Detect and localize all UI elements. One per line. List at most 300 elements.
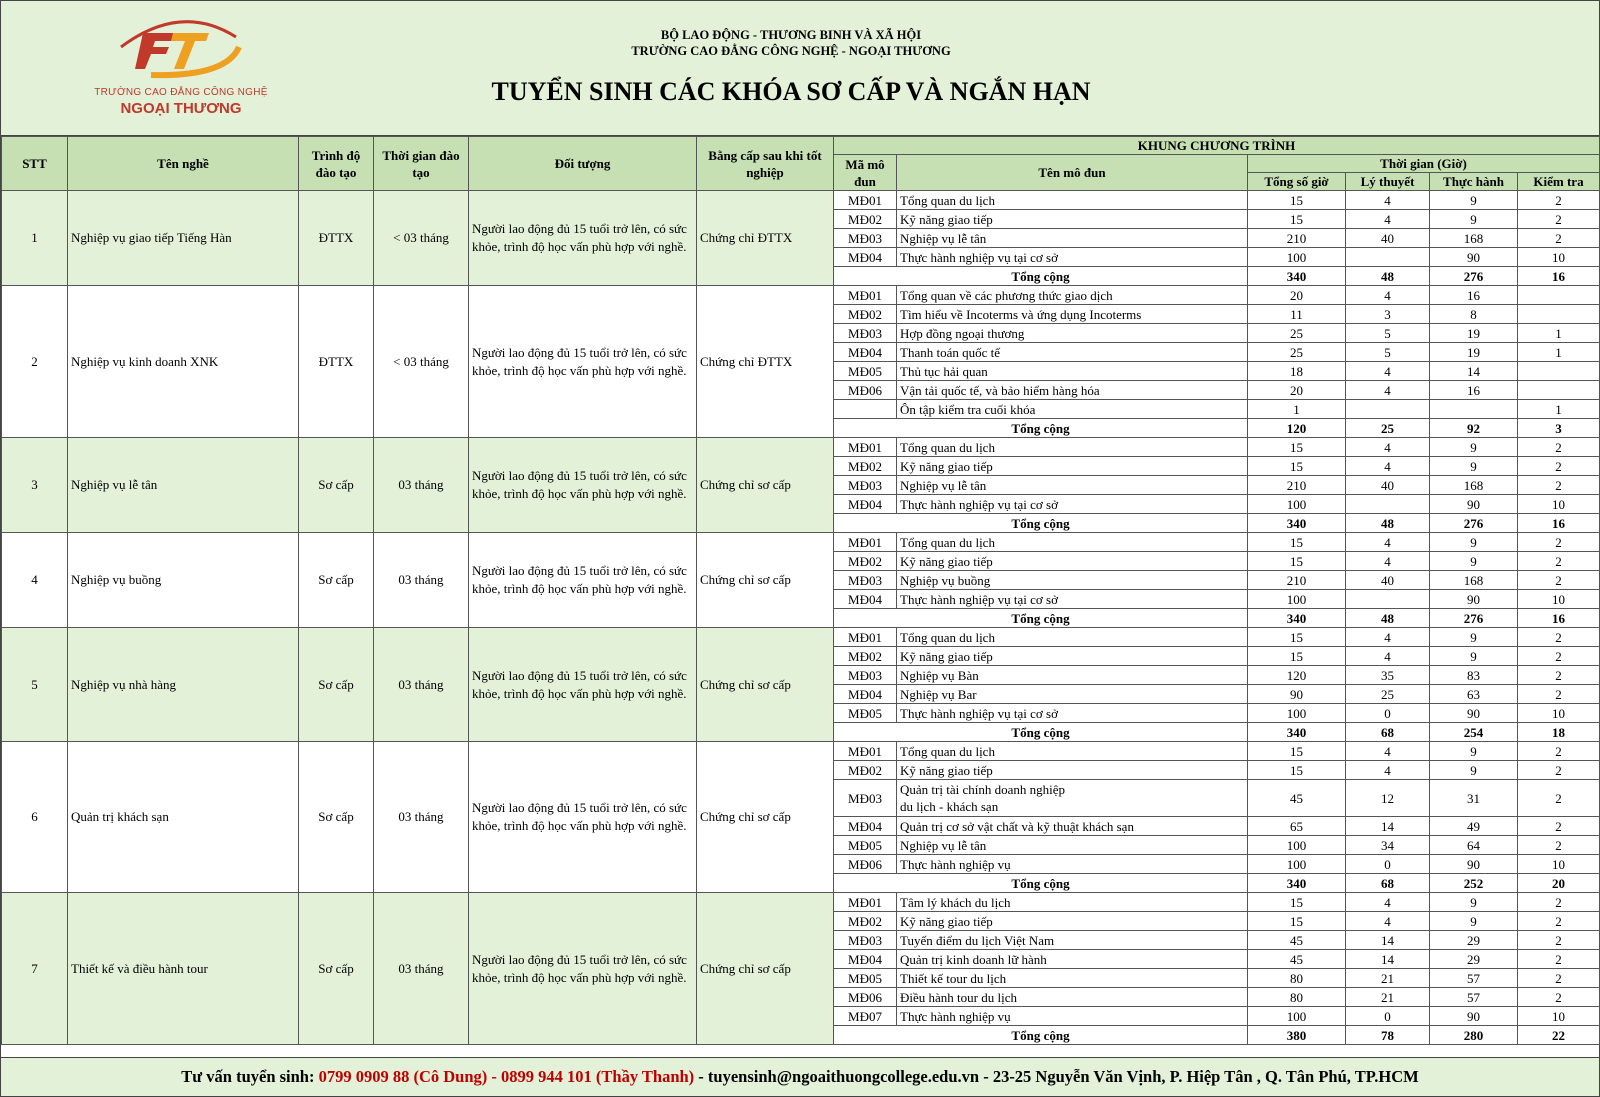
module-theory-hours: 14 bbox=[1346, 817, 1430, 836]
module-name-line: Nghiệp vụ Bar bbox=[900, 686, 977, 702]
col-thoi-gian-gio: Thời gian (Giờ) bbox=[1248, 155, 1600, 173]
course-certificate: Chứng chỉ ĐTTX bbox=[697, 191, 834, 286]
module-total-hours: 45 bbox=[1248, 780, 1346, 817]
module-code: MĐ06 bbox=[834, 381, 897, 400]
module-name bbox=[897, 836, 1248, 855]
module-practice-hours: 9 bbox=[1430, 533, 1518, 552]
module-practice-hours: 9 bbox=[1430, 438, 1518, 457]
module-name bbox=[897, 988, 1248, 1007]
module-name-line: Thực hành nghiệp vụ tại cơ sở bbox=[900, 496, 1058, 512]
module-theory-hours: 4 bbox=[1346, 552, 1430, 571]
module-practice-hours: 168 bbox=[1430, 476, 1518, 495]
module-test-hours: 2 bbox=[1518, 476, 1600, 495]
module-name-line: Quản trị kinh doanh lữ hành bbox=[900, 951, 1047, 967]
module-total-hours: 100 bbox=[1248, 855, 1346, 874]
module-total-hours: 100 bbox=[1248, 836, 1346, 855]
total-test-hours: 16 bbox=[1518, 514, 1600, 533]
module-test-hours: 2 bbox=[1518, 931, 1600, 950]
module-practice-hours: 9 bbox=[1430, 457, 1518, 476]
module-name-line: Tâm lý khách du lịch bbox=[900, 894, 1011, 910]
module-name bbox=[897, 666, 1248, 685]
module-name bbox=[897, 571, 1248, 590]
module-test-hours: 2 bbox=[1518, 457, 1600, 476]
module-code: MĐ04 bbox=[834, 248, 897, 267]
school-logo bbox=[81, 7, 281, 119]
module-practice-hours: 90 bbox=[1430, 855, 1518, 874]
total-practice-hours: 276 bbox=[1430, 267, 1518, 286]
module-total-hours: 100 bbox=[1248, 495, 1346, 514]
module-total-hours: 80 bbox=[1248, 988, 1346, 1007]
module-test-hours bbox=[1518, 381, 1600, 400]
module-row bbox=[2, 533, 1600, 552]
module-row bbox=[2, 191, 1600, 210]
module-test-hours: 1 bbox=[1518, 400, 1600, 419]
module-name-line: Kỹ năng giao tiếp bbox=[900, 553, 993, 569]
module-name bbox=[897, 590, 1248, 609]
course-stt: 1 bbox=[2, 191, 68, 286]
module-theory-hours: 4 bbox=[1346, 438, 1430, 457]
module-row bbox=[2, 438, 1600, 457]
module-name-line: Nghiệp vụ lễ tân bbox=[900, 230, 987, 246]
module-name-line: Thực hành nghiệp vụ bbox=[900, 1008, 1011, 1024]
module-test-hours: 2 bbox=[1518, 191, 1600, 210]
module-practice-hours: 90 bbox=[1430, 495, 1518, 514]
col-stt: STT bbox=[2, 137, 68, 191]
module-name bbox=[897, 305, 1248, 324]
module-code: MĐ04 bbox=[834, 950, 897, 969]
module-practice-hours: 83 bbox=[1430, 666, 1518, 685]
course-name: Thiết kế và điều hành tour bbox=[68, 893, 299, 1045]
module-practice-hours: 9 bbox=[1430, 210, 1518, 229]
module-name-line: Tổng quan du lịch bbox=[900, 192, 995, 208]
col-tong-so-gio: Tổng số giờ bbox=[1248, 173, 1346, 191]
course-level: Sơ cấp bbox=[299, 628, 374, 742]
total-theory-hours: 68 bbox=[1346, 723, 1430, 742]
footer-prefix: Tư vấn tuyển sinh: bbox=[181, 1067, 319, 1086]
course-name: Nghiệp vụ buồng bbox=[68, 533, 299, 628]
total-label: Tổng cộng bbox=[834, 874, 1248, 893]
total-theory-hours: 48 bbox=[1346, 514, 1430, 533]
module-code: MĐ01 bbox=[834, 533, 897, 552]
module-code: MĐ05 bbox=[834, 969, 897, 988]
course-level: ĐTTX bbox=[299, 191, 374, 286]
module-practice-hours: 8 bbox=[1430, 305, 1518, 324]
module-name bbox=[897, 704, 1248, 723]
col-ten-nghe: Tên nghề bbox=[68, 137, 299, 191]
module-test-hours: 10 bbox=[1518, 1007, 1600, 1026]
module-practice-hours: 16 bbox=[1430, 381, 1518, 400]
course-level: Sơ cấp bbox=[299, 533, 374, 628]
module-test-hours: 2 bbox=[1518, 552, 1600, 571]
course-certificate: Chứng chỉ sơ cấp bbox=[697, 893, 834, 1045]
course-stt: 7 bbox=[2, 893, 68, 1045]
course-certificate: Chứng chỉ sơ cấp bbox=[697, 533, 834, 628]
module-total-hours: 80 bbox=[1248, 969, 1346, 988]
module-theory-hours: 0 bbox=[1346, 704, 1430, 723]
col-ma-mo-dun: Mã mô đun bbox=[834, 155, 897, 191]
col-doi-tuong: Đối tượng bbox=[469, 137, 697, 191]
module-theory-hours: 21 bbox=[1346, 969, 1430, 988]
module-theory-hours: 4 bbox=[1346, 628, 1430, 647]
logo-school-type: TRƯỜNG CAO ĐẲNG CÔNG NGHỆ bbox=[94, 87, 268, 98]
module-theory-hours: 4 bbox=[1346, 761, 1430, 780]
module-test-hours: 10 bbox=[1518, 855, 1600, 874]
course-duration: 03 tháng bbox=[374, 533, 469, 628]
module-name bbox=[897, 476, 1248, 495]
module-code: MĐ05 bbox=[834, 704, 897, 723]
module-code: MĐ05 bbox=[834, 836, 897, 855]
course-stt: 2 bbox=[2, 286, 68, 438]
module-theory-hours: 3 bbox=[1346, 305, 1430, 324]
module-name bbox=[897, 950, 1248, 969]
total-hours: 340 bbox=[1248, 514, 1346, 533]
module-row bbox=[2, 628, 1600, 647]
module-practice-hours: 49 bbox=[1430, 817, 1518, 836]
module-name bbox=[897, 438, 1248, 457]
module-theory-hours: 4 bbox=[1346, 742, 1430, 761]
course-level: ĐTTX bbox=[299, 286, 374, 438]
module-total-hours: 100 bbox=[1248, 248, 1346, 267]
module-test-hours: 2 bbox=[1518, 628, 1600, 647]
module-theory-hours: 4 bbox=[1346, 286, 1430, 305]
module-practice-hours: 57 bbox=[1430, 988, 1518, 1007]
module-name-line: Điều hành tour du lịch bbox=[900, 989, 1017, 1005]
module-name-line: Tổng quan du lịch bbox=[900, 534, 995, 550]
module-name bbox=[897, 552, 1248, 571]
course-duration: 03 tháng bbox=[374, 438, 469, 533]
module-test-hours: 2 bbox=[1518, 647, 1600, 666]
logo-school-name: NGOẠI THƯƠNG bbox=[120, 100, 242, 117]
module-code: MĐ06 bbox=[834, 988, 897, 1007]
total-hours: 340 bbox=[1248, 874, 1346, 893]
module-test-hours: 2 bbox=[1518, 893, 1600, 912]
module-name-line: Kỹ năng giao tiếp bbox=[900, 648, 993, 664]
module-name-line: Thực hành nghiệp vụ bbox=[900, 856, 1011, 872]
module-name-line: Nghiệp vụ lễ tân bbox=[900, 837, 987, 853]
module-total-hours: 15 bbox=[1248, 761, 1346, 780]
module-practice-hours: 9 bbox=[1430, 647, 1518, 666]
col-kiem-tra: Kiểm tra bbox=[1518, 173, 1600, 191]
total-theory-hours: 78 bbox=[1346, 1026, 1430, 1045]
col-thoi-gian: Thời gian đào tạo bbox=[374, 137, 469, 191]
course-target: Người lao động đủ 15 tuổi trở lên, có sức khỏe, trình độ học vấn phù hợp với nghề. bbox=[469, 286, 697, 438]
module-code: MĐ02 bbox=[834, 457, 897, 476]
footer-contact bbox=[1, 1057, 1599, 1096]
module-total-hours: 25 bbox=[1248, 343, 1346, 362]
total-theory-hours: 68 bbox=[1346, 874, 1430, 893]
module-name-line: Quản trị tài chính doanh nghiệp bbox=[900, 782, 1065, 797]
module-total-hours: 20 bbox=[1248, 286, 1346, 305]
total-practice-hours: 252 bbox=[1430, 874, 1518, 893]
module-practice-hours: 19 bbox=[1430, 324, 1518, 343]
course-stt: 5 bbox=[2, 628, 68, 742]
total-test-hours: 16 bbox=[1518, 267, 1600, 286]
course-target: Người lao động đủ 15 tuổi trở lên, có sức khỏe, trình độ học vấn phù hợp với nghề. bbox=[469, 893, 697, 1045]
module-practice-hours: 16 bbox=[1430, 286, 1518, 305]
course-stt: 6 bbox=[2, 742, 68, 893]
course-target: Người lao động đủ 15 tuổi trở lên, có sức khỏe, trình độ học vấn phù hợp với nghề. bbox=[469, 628, 697, 742]
module-code: MĐ03 bbox=[834, 571, 897, 590]
module-theory-hours: 40 bbox=[1346, 476, 1430, 495]
module-total-hours: 15 bbox=[1248, 647, 1346, 666]
course-target: Người lao động đủ 15 tuổi trở lên, có sức khỏe, trình độ học vấn phù hợp với nghề. bbox=[469, 533, 697, 628]
module-practice-hours: 168 bbox=[1430, 571, 1518, 590]
module-code bbox=[834, 400, 897, 419]
module-code: MĐ02 bbox=[834, 912, 897, 931]
module-theory-hours: 40 bbox=[1346, 571, 1430, 590]
module-total-hours: 15 bbox=[1248, 438, 1346, 457]
module-total-hours: 100 bbox=[1248, 1007, 1346, 1026]
total-hours: 340 bbox=[1248, 723, 1346, 742]
module-name bbox=[897, 343, 1248, 362]
course-certificate: Chứng chỉ ĐTTX bbox=[697, 286, 834, 438]
col-trinh-do: Trình độ đào tạo bbox=[299, 137, 374, 191]
module-practice-hours: 9 bbox=[1430, 628, 1518, 647]
module-total-hours: 100 bbox=[1248, 590, 1346, 609]
module-name bbox=[897, 931, 1248, 950]
module-row bbox=[2, 742, 1600, 761]
total-label: Tổng cộng bbox=[834, 1026, 1248, 1045]
module-code: MĐ02 bbox=[834, 761, 897, 780]
module-theory-hours: 4 bbox=[1346, 210, 1430, 229]
course-duration: 03 tháng bbox=[374, 742, 469, 893]
module-name-line: Vận tải quốc tế, và bảo hiểm hàng hóa bbox=[900, 382, 1100, 398]
module-name-line: Nghiệp vụ lễ tân bbox=[900, 477, 987, 493]
module-test-hours: 2 bbox=[1518, 685, 1600, 704]
module-code: MĐ03 bbox=[834, 476, 897, 495]
total-hours: 340 bbox=[1248, 267, 1346, 286]
module-practice-hours: 64 bbox=[1430, 836, 1518, 855]
module-code: MĐ01 bbox=[834, 286, 897, 305]
col-bang-cap: Bằng cấp sau khi tốt nghiệp bbox=[697, 137, 834, 191]
module-name bbox=[897, 742, 1248, 761]
module-name-line: Thiết kế tour du lịch bbox=[900, 970, 1007, 986]
module-name bbox=[897, 457, 1248, 476]
module-name-line: Thanh toán quốc tế bbox=[900, 344, 1000, 360]
module-name bbox=[897, 495, 1248, 514]
module-name bbox=[897, 761, 1248, 780]
module-code: MĐ01 bbox=[834, 893, 897, 912]
module-test-hours bbox=[1518, 286, 1600, 305]
module-total-hours: 210 bbox=[1248, 571, 1346, 590]
total-test-hours: 3 bbox=[1518, 419, 1600, 438]
module-code: MĐ04 bbox=[834, 685, 897, 704]
module-theory-hours: 12 bbox=[1346, 780, 1430, 817]
module-test-hours: 2 bbox=[1518, 742, 1600, 761]
module-name-line: Tìm hiểu về Incoterms và ứng dụng Incoterms bbox=[900, 306, 1142, 322]
module-name bbox=[897, 400, 1248, 419]
module-row bbox=[2, 893, 1600, 912]
module-theory-hours: 0 bbox=[1346, 1007, 1430, 1026]
total-label: Tổng cộng bbox=[834, 609, 1248, 628]
module-code: MĐ04 bbox=[834, 590, 897, 609]
table-body bbox=[2, 191, 1600, 1045]
module-theory-hours: 25 bbox=[1346, 685, 1430, 704]
module-theory-hours: 34 bbox=[1346, 836, 1430, 855]
module-name-line: Thực hành nghiệp vụ tại cơ sở bbox=[900, 249, 1058, 265]
module-name bbox=[897, 248, 1248, 267]
module-total-hours: 20 bbox=[1248, 381, 1346, 400]
module-name-line: Kỹ năng giao tiếp bbox=[900, 913, 993, 929]
course-duration: < 03 tháng bbox=[374, 286, 469, 438]
school-name: TRƯỜNG CAO ĐẲNG CÔNG NGHỆ - NGOẠI THƯƠNG bbox=[631, 44, 951, 58]
module-name-line: Tổng quan du lịch bbox=[900, 439, 995, 455]
module-name-line: Tổng quan du lịch bbox=[900, 629, 995, 645]
total-theory-hours: 25 bbox=[1346, 419, 1430, 438]
module-theory-hours: 4 bbox=[1346, 457, 1430, 476]
total-test-hours: 18 bbox=[1518, 723, 1600, 742]
module-name-line: Quản trị cơ sở vật chất và kỹ thuật khách sạn bbox=[900, 818, 1134, 834]
module-name bbox=[897, 647, 1248, 666]
module-code: MĐ03 bbox=[834, 666, 897, 685]
module-total-hours: 15 bbox=[1248, 893, 1346, 912]
module-total-hours: 15 bbox=[1248, 628, 1346, 647]
module-name-line: Thực hành nghiệp vụ tại cơ sở bbox=[900, 705, 1058, 721]
module-total-hours: 120 bbox=[1248, 666, 1346, 685]
module-total-hours: 15 bbox=[1248, 457, 1346, 476]
module-name-line: Nghiệp vụ Bàn bbox=[900, 667, 979, 683]
module-practice-hours: 9 bbox=[1430, 552, 1518, 571]
module-test-hours: 2 bbox=[1518, 969, 1600, 988]
module-total-hours: 45 bbox=[1248, 950, 1346, 969]
module-name bbox=[897, 191, 1248, 210]
module-name bbox=[897, 817, 1248, 836]
module-test-hours: 2 bbox=[1518, 988, 1600, 1007]
total-practice-hours: 276 bbox=[1430, 514, 1518, 533]
module-practice-hours: 90 bbox=[1430, 248, 1518, 267]
course-duration: 03 tháng bbox=[374, 628, 469, 742]
module-code: MĐ02 bbox=[834, 552, 897, 571]
total-theory-hours: 48 bbox=[1346, 267, 1430, 286]
module-name bbox=[897, 324, 1248, 343]
module-total-hours: 65 bbox=[1248, 817, 1346, 836]
module-code: MĐ04 bbox=[834, 343, 897, 362]
module-practice-hours: 9 bbox=[1430, 912, 1518, 931]
module-practice-hours: 90 bbox=[1430, 704, 1518, 723]
module-total-hours: 210 bbox=[1248, 229, 1346, 248]
module-practice-hours: 19 bbox=[1430, 343, 1518, 362]
module-name-line: Tổng quan du lịch bbox=[900, 743, 995, 759]
module-code: MĐ01 bbox=[834, 438, 897, 457]
col-thuc-hanh: Thực hành bbox=[1430, 173, 1518, 191]
module-test-hours: 10 bbox=[1518, 248, 1600, 267]
module-name bbox=[897, 362, 1248, 381]
module-theory-hours: 21 bbox=[1346, 988, 1430, 1007]
module-name bbox=[897, 210, 1248, 229]
module-code: MĐ02 bbox=[834, 647, 897, 666]
module-name bbox=[897, 855, 1248, 874]
module-theory-hours bbox=[1346, 248, 1430, 267]
module-test-hours: 2 bbox=[1518, 761, 1600, 780]
module-test-hours: 2 bbox=[1518, 229, 1600, 248]
total-test-hours: 16 bbox=[1518, 609, 1600, 628]
module-code: MĐ05 bbox=[834, 362, 897, 381]
module-name bbox=[897, 533, 1248, 552]
course-duration: < 03 tháng bbox=[374, 191, 469, 286]
course-certificate: Chứng chỉ sơ cấp bbox=[697, 628, 834, 742]
module-total-hours: 1 bbox=[1248, 400, 1346, 419]
module-practice-hours: 9 bbox=[1430, 893, 1518, 912]
module-test-hours: 1 bbox=[1518, 343, 1600, 362]
module-name bbox=[897, 628, 1248, 647]
header bbox=[1, 1, 1599, 136]
module-practice-hours: 168 bbox=[1430, 229, 1518, 248]
module-theory-hours: 5 bbox=[1346, 324, 1430, 343]
module-practice-hours: 31 bbox=[1430, 780, 1518, 817]
module-code: MĐ03 bbox=[834, 931, 897, 950]
module-name-line: Thủ tục hải quan bbox=[900, 363, 988, 379]
module-code: MĐ01 bbox=[834, 191, 897, 210]
page-title: TUYỂN SINH CÁC KHÓA SƠ CẤP VÀ NGẮN HẠN bbox=[491, 77, 1091, 106]
module-theory-hours: 35 bbox=[1346, 666, 1430, 685]
total-label: Tổng cộng bbox=[834, 267, 1248, 286]
module-code: MĐ02 bbox=[834, 305, 897, 324]
module-code: MĐ06 bbox=[834, 855, 897, 874]
ministry-name: BỘ LAO ĐỘNG - THƯƠNG BINH VÀ XÃ HỘI bbox=[660, 28, 922, 42]
col-khung-chuong-trinh: KHUNG CHƯƠNG TRÌNH bbox=[834, 137, 1600, 155]
module-test-hours: 10 bbox=[1518, 704, 1600, 723]
module-total-hours: 11 bbox=[1248, 305, 1346, 324]
module-test-hours: 1 bbox=[1518, 324, 1600, 343]
total-test-hours: 20 bbox=[1518, 874, 1600, 893]
module-test-hours: 2 bbox=[1518, 210, 1600, 229]
ft-logo-icon bbox=[111, 7, 251, 87]
module-name-line: Ôn tập kiểm tra cuối khóa bbox=[900, 401, 1036, 417]
module-total-hours: 15 bbox=[1248, 552, 1346, 571]
module-code: MĐ04 bbox=[834, 817, 897, 836]
footer-phones: 0799 0909 88 (Cô Dung) - 0899 944 101 (Thầy Thanh) bbox=[318, 1067, 695, 1086]
course-certificate: Chứng chỉ sơ cấp bbox=[697, 438, 834, 533]
module-practice-hours: 63 bbox=[1430, 685, 1518, 704]
module-practice-hours: 9 bbox=[1430, 742, 1518, 761]
module-test-hours: 2 bbox=[1518, 950, 1600, 969]
total-hours: 340 bbox=[1248, 609, 1346, 628]
module-name bbox=[897, 912, 1248, 931]
module-name-line: Tổng quan về các phương thức giao dịch bbox=[900, 287, 1113, 303]
module-row bbox=[2, 286, 1600, 305]
module-practice-hours: 29 bbox=[1430, 950, 1518, 969]
module-test-hours: 2 bbox=[1518, 836, 1600, 855]
module-practice-hours: 9 bbox=[1430, 191, 1518, 210]
module-test-hours: 2 bbox=[1518, 533, 1600, 552]
course-target: Người lao động đủ 15 tuổi trở lên, có sức khỏe, trình độ học vấn phù hợp với nghề. bbox=[469, 191, 697, 286]
module-code: MĐ03 bbox=[834, 780, 897, 817]
module-total-hours: 18 bbox=[1248, 362, 1346, 381]
module-name bbox=[897, 229, 1248, 248]
module-name-line: Kỹ năng giao tiếp bbox=[900, 458, 993, 474]
module-name bbox=[897, 780, 1248, 817]
module-code: MĐ02 bbox=[834, 210, 897, 229]
module-test-hours: 2 bbox=[1518, 438, 1600, 457]
course-level: Sơ cấp bbox=[299, 742, 374, 893]
module-name-line: Kỹ năng giao tiếp bbox=[900, 211, 993, 227]
module-test-hours bbox=[1518, 305, 1600, 324]
module-total-hours: 15 bbox=[1248, 533, 1346, 552]
module-practice-hours: 14 bbox=[1430, 362, 1518, 381]
module-test-hours: 2 bbox=[1518, 780, 1600, 817]
module-test-hours: 2 bbox=[1518, 571, 1600, 590]
module-name-line: Kỹ năng giao tiếp bbox=[900, 762, 993, 778]
module-practice-hours: 90 bbox=[1430, 1007, 1518, 1026]
module-practice-hours: 57 bbox=[1430, 969, 1518, 988]
module-name-line: du lịch - khách sạn bbox=[900, 799, 999, 814]
module-theory-hours: 14 bbox=[1346, 950, 1430, 969]
module-total-hours: 15 bbox=[1248, 912, 1346, 931]
course-certificate: Chứng chỉ sơ cấp bbox=[697, 742, 834, 893]
module-total-hours: 15 bbox=[1248, 742, 1346, 761]
module-theory-hours bbox=[1346, 400, 1430, 419]
module-name bbox=[897, 893, 1248, 912]
